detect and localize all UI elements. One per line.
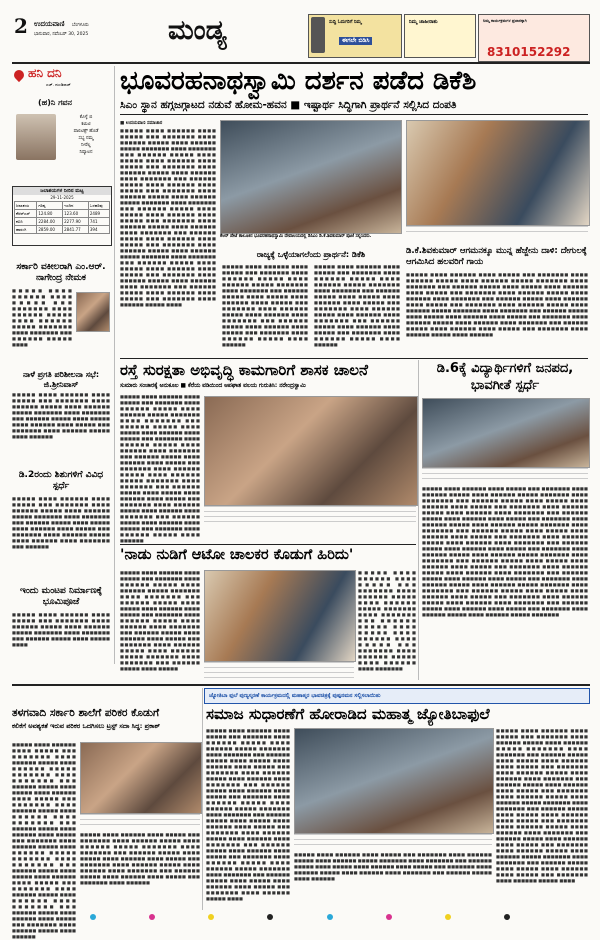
ad-banner-1[interactable] [308, 14, 402, 58]
auto-rule [120, 544, 416, 545]
table [14, 201, 110, 234]
magenta-dot-icon [149, 914, 155, 920]
black-dot-icon [267, 914, 273, 920]
table-cell: 741 [88, 218, 109, 226]
table-cell: ಕೆಆರ್‌ಎಸ್ [15, 210, 37, 218]
ad2-line1: ನಿಮ್ಮ ಜಾಹೀರಾತು [409, 19, 438, 25]
table-header: ಇಂದಿನ [63, 202, 89, 210]
table-date: 29-11-2025 [50, 195, 74, 200]
lead-body-col2: ■■■■■ ■■■■ ■■■■■■ ■■■■ ■■■■■ ■■■ ■■■■■■■ ■■■■ ■■■■■■ ■■■■■ ■■■■ ■■■■■■ ■■■■■ ■■■■■■■ ■■■■ ■■■■■■■ ■■■ ■■■■■■ ■■■■■ ■■■■ ■■■■■ ■■■■ ■■■■■■ ■■■■ ■■■■■ ■■■ ■■■■■■■ ■■■■ ■■■■■■ ■■■■■ ■■■■ ■■■■■■ ■■■■ ■■■■■■■ ■■■ ■■■■■■ ■■■■■ ■■■■ ■■■■■■ ■■■■ ■■■■■ ■■■ ■■■■■■■ ■■■■ ■■■■■■ ■■■■■ ■■■■ ■■■■■■ [222, 264, 308, 347]
table-header: ಜಲಾಶಯ [15, 202, 37, 210]
table-header: ಗರಿಷ್ಠ [37, 202, 63, 210]
auto-photo-caption [204, 662, 354, 678]
table-row [15, 210, 110, 218]
cyan-dot-icon [327, 914, 333, 920]
lead-right-photo [406, 120, 590, 226]
d6-photo [422, 398, 590, 468]
lead-byline: ■ ಉದಯವಾಣಿ ಸಮಾಚಾರ [120, 121, 163, 126]
road-photo [204, 396, 418, 506]
sidebar-story2-head: ನಾಳೆ ಪ್ರಗತಿ ಪರಿಶೀಲನಾ ಸಭೆ: ಜಿ.ಶ್ರೀನಿವಾಸ್ [22, 370, 100, 389]
table-header-row [15, 202, 110, 210]
bottom-rule [12, 684, 590, 686]
black-dot-icon [504, 914, 510, 920]
yellow-dot-icon [445, 914, 451, 920]
poem-line: ಕಮಿಟಿ [81, 122, 91, 127]
phule-body-col2: ■■■■■ ■■■■ ■■■■■■ ■■■■ ■■■■■ ■■■ ■■■■■■■ ■■■■ ■■■■■■ ■■■■■ ■■■■ ■■■■■■ ■■■■■ ■■■■■■■ ■■■■ ■■■■■■■ ■■■ ■■■■■■ ■■■■■ ■■■■ ■■■■■ ■■■■ ■■■■■■ ■■■■ ■■■■■ ■■■ ■■■■■■■ ■■■■ ■■■■■■ ■■■■■ ■■■■ ■■■■■■ ■■■■ ■■■■■■■ ■■■ ■■■■■■ ■■■■■ ■■■■ ■■■■■■ [294, 852, 492, 881]
sidebar-story4-head: ಇಂದು ಮಂಟಪ ನಿರ್ಮಾಣಕ್ಕೆ ಭೂಮಿಪೂಜೆ [19, 586, 103, 607]
bottom-divider [202, 688, 203, 910]
lead-photo [220, 120, 402, 234]
lead-headline: ಭೂವರಹನಾಥಸ್ವಾಮಿ ದರ್ಶನ ಪಡೆದ ಡಿಕೆಶಿ [120, 66, 477, 96]
school-body-col1: ■■■■■ ■■■■ ■■■■■■ ■■■■ ■■■■■ ■■■ ■■■■■■■ ■■■■ ■■■■■■ ■■■■■ ■■■■ ■■■■■■ ■■■■■ ■■■■■■■ ■■■■ ■■■■■■■ ■■■ ■■■■■■ ■■■■■ ■■■■ ■■■■■ ■■■■ ■■■■■■ ■■■■ ■■■■■ ■■■ ■■■■■■■ ■■■■ ■■■■■■ ■■■■■ ■■■■ ■■■■■■ ■■■■ ■■■■■■■ ■■■ ■■■■■■ ■■■■■ ■■■■ ■■■■■■ ■■■■ ■■■■■ ■■■ ■■■■■■■ ■■■■ ■■■■■■ ■■■■■ ■■■■ ■■■■■■ ■■■■■ ■■■■■■■ ■■■■ ■■■■■■■ ■■■ ■■■■■■ ■■■■■ ■■■■ ■■■■■ ■■■■ ■■■■■■ ■■■■ ■■■■■ ■■■ ■■■■■■■ ■■■■ ■■■■■■ ■■■■■ ■■■■ ■■■■■■ ■■■■ ■■■■■■■ ■■■ ■■■■■■ ■■■■■ ■■■■ ■■■■■■ ■■■■ ■■■■■ ■■■ ■■■■■■■ ■■■■ ■■■■■■ ■■■■■ ■■■■ ■■■■■■ [12, 742, 76, 939]
ad-banner-2[interactable] [404, 14, 476, 58]
road-divider [418, 360, 419, 680]
sidebar-logo [12, 66, 110, 88]
date-line: ಭಾನುವಾರ, ನವೆಂಬರ್ 30, 2025 [34, 32, 89, 37]
table-header: ಒಳಹರಿವು [88, 202, 109, 210]
sidebar-story1-head: ಸರ್ಕಾರಿ ವಕೀಲರಾಗಿ ಎಂ.ಆರ್. ನಾಗೇಂದ್ರ ನೇಮಕ [16, 262, 106, 283]
lead-right-body: ■■■■■ ■■■■ ■■■■■■ ■■■■ ■■■■■ ■■■ ■■■■■■■ ■■■■ ■■■■■■ ■■■■■ ■■■■ ■■■■■■ ■■■■■ ■■■■■■■ ■■■■ ■■■■■■■ ■■■ ■■■■■■ ■■■■■ ■■■■ ■■■■■ ■■■■ ■■■■■■ ■■■■ ■■■■■ ■■■ ■■■■■■■ ■■■■ ■■■■■■ ■■■■■ ■■■■ ■■■■■■ ■■■■ ■■■■■■■ ■■■ ■■■■■■ ■■■■■ ■■■■ ■■■■■■ ■■■■ ■■■■■ ■■■ ■■■■■■■ ■■■■ ■■■■■■ ■■■■■ ■■■■ ■■■■■■ ■■■■■ ■■■■■■■ ■■■■ ■■■■■■■ ■■■ ■■■■■■ ■■■■■ ■■■■ ■■■■■ ■■■■ ■■■■■■ ■■■■ ■■■■■ ■■■ ■■■■■■■ ■■■■ ■■■■■■ ■■■■■ ■■■■ ■■■■■■ ■■■■ ■■■■■■■ ■■■ ■■■■■■ ■■■■■ ■■■■ ■■■■■■ ■■■■ ■■■■■ ■■■ ■■■■■■■ ■■■■ ■■■■■■ ■■■■■ ■■■■ ■■■■■■ [406, 272, 588, 337]
auto-body-col2: ■■■■■ ■■■■ ■■■■■■ ■■■■ ■■■■■ ■■■ ■■■■■■■ ■■■■ ■■■■■■ ■■■■■ ■■■■ ■■■■■■ ■■■■■ ■■■■■■■ ■■■■ ■■■■■■■ ■■■ ■■■■■■ ■■■■■ ■■■■ ■■■■■ ■■■■ ■■■■■■ ■■■■ ■■■■■ ■■■ ■■■■■■■ ■■■■ ■■■■■■ ■■■■■ ■■■■ ■■■■■■ ■■■■ ■■■■■■■ [358, 570, 416, 671]
lead-bottom-rule [120, 358, 588, 359]
sidebar-story2-body: ■■■■■ ■■■■ ■■■■■■ ■■■■ ■■■■■ ■■■ ■■■■■■■ ■■■■ ■■■■■■ ■■■■■ ■■■■ ■■■■■■ ■■■■■ ■■■■■■■ ■■■■ ■■■■■■■ ■■■ ■■■■■■ ■■■■■ ■■■■ ■■■■■ ■■■■ ■■■■■■ ■■■■ ■■■■■ ■■■ ■■■■■■■ ■■■■ ■■■■■■ ■■■■■ ■■■■ ■■■■■■ [12, 392, 110, 439]
d6-headline: ಡಿ.6ಕ್ಕೆ ವಿದ್ಯಾರ್ಥಿಗಳಿಗೆ ಜನಪದ, ಭಾವಗೀತೆ ಸ್ಪರ್ಧೆ [436, 361, 574, 393]
table-cell: 2489 [88, 210, 109, 218]
person-photo [76, 292, 110, 332]
d6-body: ■■■■■ ■■■■ ■■■■■■ ■■■■ ■■■■■ ■■■ ■■■■■■■ ■■■■ ■■■■■■ ■■■■■ ■■■■ ■■■■■■ ■■■■■ ■■■■■■■ ■■■■ ■■■■■■■ ■■■ ■■■■■■ ■■■■■ ■■■■ ■■■■■ ■■■■ ■■■■■■ ■■■■ ■■■■■ ■■■ ■■■■■■■ ■■■■ ■■■■■■ ■■■■■ ■■■■ ■■■■■■ ■■■■ ■■■■■■■ ■■■ ■■■■■■ ■■■■■ ■■■■ ■■■■■■ ■■■■ ■■■■■ ■■■ ■■■■■■■ ■■■■ ■■■■■■ ■■■■■ ■■■■ ■■■■■■ ■■■■■ ■■■■■■■ ■■■■ ■■■■■■■ ■■■ ■■■■■■ ■■■■■ ■■■■ ■■■■■ ■■■■ ■■■■■■ ■■■■ ■■■■■ ■■■ ■■■■■■■ ■■■■ ■■■■■■ ■■■■■ ■■■■ ■■■■■■ ■■■■ ■■■■■■■ ■■■ ■■■■■■ ■■■■■ ■■■■ ■■■■■■ ■■■■ ■■■■■ ■■■ ■■■■■■■ ■■■■ ■■■■■■ ■■■■■ ■■■■ ■■■■■■ ■■■■■ ■■■■■■■ ■■■■ ■■■■■■■ ■■■ ■■■■■■ ■■■■■ ■■■■ ■■■■■ ■■■■ ■■■■■■ ■■■■ ■■■■■ ■■■ ■■■■■■■ ■■■■ ■■■■■■ ■■■■■ ■■■■ ■■■■■■ ■■■■ ■■■■■■■ ■■■ ■■■■■■ ■■■■■ ■■■■ ■■■■■■ ■■■■ ■■■■■ ■■■ ■■■■■■■ ■■■■ ■■■■■■ ■■■■■ ■■■■ ■■■■■■ ■■■■■ ■■■■■■■ ■■■■ ■■■■■■■ ■■■ ■■■■■■ ■■■■■ ■■■■ ■■■■■ ■■■■ ■■■■■■ ■■■■ ■■■■■ ■■■ ■■■■■■■ ■■■■ ■■■■■■ ■■■■■ ■■■■ ■■■■■■ ■■■■ ■■■■■■■ ■■■ ■■■■■■ ■■■■■ ■■■■ ■■■■■■ ■■■■ ■■■■■ ■■■ ■■■■■■■ ■■■■ ■■■■■■ ■■■■■ ■■■■ ■■■■■■ ■■■■■ ■■■■■■■ [422, 486, 588, 617]
masthead-rule [12, 62, 590, 64]
table-cell: 2841.77 [63, 226, 89, 234]
road-body-col1: ■■■■■ ■■■■ ■■■■■■ ■■■■ ■■■■■ ■■■ ■■■■■■■ ■■■■ ■■■■■■ ■■■■■ ■■■■ ■■■■■■ ■■■■■ ■■■■■■■ ■■■■ ■■■■■■■ ■■■ ■■■■■■ ■■■■■ ■■■■ ■■■■■ ■■■■ ■■■■■■ ■■■■ ■■■■■ ■■■ ■■■■■■■ ■■■■ ■■■■■■ ■■■■■ ■■■■ ■■■■■■ ■■■■ ■■■■■■■ ■■■ ■■■■■■ ■■■■■ ■■■■ ■■■■■■ ■■■■ ■■■■■ ■■■ ■■■■■■■ ■■■■ ■■■■■■ ■■■■■ ■■■■ ■■■■■■ ■■■■■ ■■■■■■■ ■■■■ ■■■■■■■ ■■■ ■■■■■■ ■■■■■ ■■■■ ■■■■■ ■■■■ ■■■■■■ ■■■■ ■■■■■ ■■■ ■■■■■■■ ■■■■ ■■■■■■ ■■■■■ ■■■■ ■■■■■■ ■■■■ ■■■■■■■ ■■■ ■■■■■■ ■■■■■ ■■■■ ■■■■■■ ■■■■ ■■■■■ ■■■ ■■■■■■■ ■■■■ ■■■■■■ ■■■■■ ■■■■ ■■■■■■ [120, 394, 200, 543]
phule-body-col1: ■■■■■ ■■■■ ■■■■■■ ■■■■ ■■■■■ ■■■ ■■■■■■■ ■■■■ ■■■■■■ ■■■■■ ■■■■ ■■■■■■ ■■■■■ ■■■■■■■ ■■■■ ■■■■■■■ ■■■ ■■■■■■ ■■■■■ ■■■■ ■■■■■ ■■■■ ■■■■■■ ■■■■ ■■■■■ ■■■ ■■■■■■■ ■■■■ ■■■■■■ ■■■■■ ■■■■ ■■■■■■ ■■■■ ■■■■■■■ ■■■ ■■■■■■ ■■■■■ ■■■■ ■■■■■■ ■■■■ ■■■■■ ■■■ ■■■■■■■ ■■■■ ■■■■■■ ■■■■■ ■■■■ ■■■■■■ ■■■■■ ■■■■■■■ ■■■■ ■■■■■■■ ■■■ ■■■■■■ ■■■■■ ■■■■ ■■■■■ ■■■■ ■■■■■■ ■■■■ ■■■■■ ■■■ ■■■■■■■ ■■■■ ■■■■■■ ■■■■■ ■■■■ ■■■■■■ ■■■■ ■■■■■■■ ■■■ ■■■■■■ ■■■■■ ■■■■ ■■■■■■ ■■■■ ■■■■■ ■■■ ■■■■■■■ ■■■■ ■■■■■■ ■■■■■ ■■■■ ■■■■■■ ■■■■■ ■■■■■■■ ■■■■ ■■■■■■■ ■■■ ■■■■■■ ■■■■■ ■■■■ ■■■■■ ■■■■ ■■■■■■ ■■■■ ■■■■■ ■■■ ■■■■■■■ ■■■■ ■■■■■■ ■■■■■ ■■■■ [206, 728, 290, 901]
poem-title: (ಹ)ನಿ ಗವನ [38, 98, 73, 107]
school-subhead: ಕಲಿಕೆಗೆ ಅವಶ್ಯಕತೆ ಇರುವ ಪರಿಕರ ಒದಗಿಸಲು ಟ್ರಸ್ಟ್ ಸದಾ ಸಿದ್ಧ: ಪ್ರಕಾಶ್ [12, 722, 161, 730]
table-cell: 124.80 [37, 210, 63, 218]
table-cell: ಹಾರಂಗಿ [15, 226, 37, 234]
page-number: 2 [14, 14, 28, 38]
lead-right-headline: ಡಿ.ಕೆ.ಶಿವಕುಮಾರ್ ಆಗಮನಕ್ಕೂ ಮುನ್ನ ಹೆಜ್ಜೇನು ದಾಳಿ: ದೇಗುಲಕ್ಕೆ ಆಗಮಿಸಿದ ಹಲವರಿಗೆ ಗಾಯ [406, 246, 587, 267]
ad1-line2: ಈಗಲೇ ಬಿಡಿಸಿ [339, 37, 372, 45]
table-cell: 2284.00 [37, 218, 63, 226]
drop-icon [12, 68, 26, 82]
reservoir-table [12, 186, 112, 246]
table-row [15, 226, 110, 234]
ad-banner-3[interactable] [478, 14, 590, 62]
sidebar-story4-body: ■■■■■ ■■■■ ■■■■■■ ■■■■ ■■■■■ ■■■ ■■■■■■■ ■■■■ ■■■■■■ ■■■■■ ■■■■ ■■■■■■ ■■■■■ ■■■■■■■ ■■■■ ■■■■■■■ ■■■ ■■■■■■ ■■■■■ ■■■■ ■■■■■ ■■■■ [12, 612, 110, 647]
sidebar-story1-body: ■■■■■ ■■■■ ■■■■■■ ■■■■ ■■■■■ ■■■ ■■■■■■■ ■■■■ ■■■■■■ ■■■■■ ■■■■ ■■■■■■ ■■■■■ ■■■■■■■ ■■■■ ■■■■■■■ ■■■ ■■■■■■ ■■■■■ ■■■■ [12, 288, 72, 347]
sidebar-divider [114, 66, 115, 664]
table-cell: 394 [88, 226, 109, 234]
poem-line: ಕೊಳ್ಳೆ ಬಿ [79, 115, 93, 120]
school-headline: ತಳಗವಾದಿ ಸರ್ಕಾರಿ ಶಾಲೆಗೆ ಪರಿಕರ ಕೊಡುಗೆ [12, 707, 160, 719]
sidebar-story3-head: ಡಿ.2ರಂದು ಶಿಶುಗಳಿಗೆ ವಿವಿಧ ಸ್ಪರ್ಧೆ [18, 470, 104, 491]
cyan-dot-icon [90, 914, 96, 920]
lead-body-col1: ■■■■■ ■■■■ ■■■■■■ ■■■■ ■■■■■ ■■■ ■■■■■■■ ■■■■ ■■■■■■ ■■■■■ ■■■■ ■■■■■■ ■■■■■ ■■■■■■■ ■■■■ ■■■■■■■ ■■■ ■■■■■■ ■■■■■ ■■■■ ■■■■■ ■■■■ ■■■■■■ ■■■■ ■■■■■ ■■■ ■■■■■■■ ■■■■ ■■■■■■ ■■■■■ ■■■■ ■■■■■■ ■■■■ ■■■■■■■ ■■■ ■■■■■■ ■■■■■ ■■■■ ■■■■■■ ■■■■ ■■■■■ ■■■ ■■■■■■■ ■■■■ ■■■■■■ ■■■■■ ■■■■ ■■■■■■ ■■■■■ ■■■■■■■ ■■■■ ■■■■■■■ ■■■ ■■■■■■ ■■■■■ ■■■■ ■■■■■ ■■■■ ■■■■■■ ■■■■ ■■■■■ ■■■ ■■■■■■■ ■■■■ ■■■■■■ ■■■■■ ■■■■ ■■■■■■ ■■■■ ■■■■■■■ ■■■ ■■■■■■ ■■■■■ ■■■■ ■■■■■■ ■■■■ ■■■■■ ■■■ ■■■■■■■ ■■■■ ■■■■■■ ■■■■■ ■■■■ ■■■■■■ ■■■■■ ■■■■■■■ ■■■■ ■■■■■■■ ■■■ ■■■■■■ ■■■■■ ■■■■ ■■■■■ ■■■■ ■■■■■■ ■■■■ ■■■■■ ■■■ ■■■■■■■ ■■■■ ■■■■■■ ■■■■■ ■■■■ ■■■■■■ ■■■■ ■■■■■■■ ■■■ ■■■■■■ ■■■■■ ■■■■ ■■■■■■ ■■■■ ■■■■■ ■■■ ■■■■■■■ ■■■■ ■■■■■■ ■■■■■ ■■■■ [120, 128, 216, 307]
poem-line: ಸಭ್ಯ ನಮ್ಮ [78, 136, 94, 141]
poem-line: ನೀರೆಲ್ಲ [81, 143, 91, 148]
paper-name: ಉದಯವಾಣಿ [34, 20, 65, 28]
magenta-dot-icon [386, 914, 392, 920]
phule-photo [294, 728, 494, 834]
edition-label: ಬೆಂಗಳೂರು [72, 23, 89, 28]
auto-body-col1: ■■■■■ ■■■■ ■■■■■■ ■■■■ ■■■■■ ■■■ ■■■■■■■ ■■■■ ■■■■■■ ■■■■■ ■■■■ ■■■■■■ ■■■■■ ■■■■■■■ ■■■■ ■■■■■■■ ■■■ ■■■■■■ ■■■■■ ■■■■ ■■■■■ ■■■■ ■■■■■■ ■■■■ ■■■■■ ■■■ ■■■■■■■ ■■■■ ■■■■■■ ■■■■■ ■■■■ ■■■■■■ ■■■■ ■■■■■■■ ■■■ ■■■■■■ ■■■■■ ■■■■ ■■■■■■ ■■■■ ■■■■■ ■■■ ■■■■■■■ ■■■■ ■■■■■■ ■■■■■ ■■■■ ■■■■■■ ■■■■■ ■■■■■■■ ■■■■ ■■■■■■■ ■■■ ■■■■■■ ■■■■■ ■■■■ ■■■■■ [120, 570, 200, 671]
banner-text: ಜ್ಯೋತಿಬಾ ಫುಲೆ ಪುಣ್ಯಸ್ಮರಣೆ ಕಾರ್ಯಕ್ರಮದಲ್ಲಿ ಮಹಾತ್ಮರ ಭಾವಚಿತ್ರಕ್ಕೆ ಪುಷ್ಪನಮನ ಸಲ್ಲಿಸಲಾಯಿತು [209, 693, 381, 699]
ad3-phone: 8310152292 [487, 45, 571, 59]
poem-body [62, 114, 110, 156]
poet-photo [16, 114, 56, 160]
d6-photo-caption [422, 468, 588, 482]
logo-subtext: ಎಚ್. ದುಂಡಿರಾಜ್ [46, 82, 71, 87]
phone-icon [311, 17, 325, 53]
poem-line: ಪಾಲಿಟಿಕ್ಸ್ ಹೊಡೆ [73, 129, 99, 134]
lead-right-caption [406, 226, 588, 236]
table-cell: 2277.90 [63, 218, 89, 226]
phule-photo-caption [294, 834, 492, 848]
table-row [15, 218, 110, 226]
poem-line: ನಿಷ್ಕಾಲನ [79, 150, 93, 155]
registration-marks [90, 914, 510, 922]
school-photo-caption [80, 814, 200, 828]
yellow-dot-icon [208, 914, 214, 920]
sidebar [12, 66, 110, 666]
lead-subhead: ಸಿಎಂ ಸ್ಥಾನ ಹಗ್ಗಜಗ್ಗಾಟದ ನಡುವೆ ಹೋಮ-ಹವನ ■ ಇಷ್ಟಾರ್ಥ ಸಿದ್ಧಿಗಾಗಿ ಪ್ರಾರ್ಥನೆ ಸಲ್ಲಿಸಿದ ದಂಪತಿ [120, 99, 457, 111]
table-cell: 123.60 [63, 210, 89, 218]
table-title: ಜಲಾಶಯಗಳ ನೀರಿನ ಮಟ್ಟ [13, 187, 111, 195]
ad3-line1: ನಿಮ್ಮ ಕಾರ್ಯಕ್ರಮಗಳ ಪ್ರಚಾರಕ್ಕಾಗಿ [483, 18, 527, 23]
road-photo-caption [204, 506, 416, 522]
sidebar-story3-body: ■■■■■ ■■■■ ■■■■■■ ■■■■ ■■■■■ ■■■ ■■■■■■■ ■■■■ ■■■■■■ ■■■■■ ■■■■ ■■■■■■ ■■■■■ ■■■■■■■ ■■■■ ■■■■■■■ ■■■ ■■■■■■ ■■■■■ ■■■■ ■■■■■ ■■■■ ■■■■■■ ■■■■ ■■■■■ ■■■ ■■■■■■■ ■■■■ ■■■■■■ ■■■■■ ■■■■ ■■■■■■ ■■■■ ■■■■■■■ ■■■ ■■■■■■ [12, 496, 110, 549]
road-headline: ರಸ್ತೆ ಸುರಕ್ಷತಾ ಅಭಿವೃದ್ಧಿ ಕಾಮಗಾರಿಗೆ ಶಾಸಕ ಚಾಲನೆ [120, 361, 368, 379]
phule-headline: ಸಮಾಜ ಸುಧಾರಣೆಗೆ ಹೋರಾಡಿದ ಮಹಾತ್ಮ ಜ್ಯೋತಿಬಾಫುಲೆ [206, 705, 490, 723]
phule-body-col3: ■■■■■ ■■■■ ■■■■■■ ■■■■ ■■■■■ ■■■ ■■■■■■■ ■■■■ ■■■■■■ ■■■■■ ■■■■ ■■■■■■ ■■■■■ ■■■■■■■ ■■■■ ■■■■■■■ ■■■ ■■■■■■ ■■■■■ ■■■■ ■■■■■ ■■■■ ■■■■■■ ■■■■ ■■■■■ ■■■ ■■■■■■■ ■■■■ ■■■■■■ ■■■■■ ■■■■ ■■■■■■ ■■■■ ■■■■■■■ ■■■ ■■■■■■ ■■■■■ ■■■■ ■■■■■■ ■■■■ ■■■■■ ■■■ ■■■■■■■ ■■■■ ■■■■■■ ■■■■■ ■■■■ ■■■■■■ ■■■■■ ■■■■■■■ ■■■■ ■■■■■■■ ■■■ ■■■■■■ ■■■■■ ■■■■ ■■■■■ ■■■■ ■■■■■■ ■■■■ ■■■■■ ■■■ ■■■■■■■ ■■■■ ■■■■■■ ■■■■■ ■■■■ ■■■■■■ ■■■■ ■■■■■■■ ■■■ ■■■■■■ ■■■■■ ■■■■ ■■■■■■ ■■■■ ■■■■■ ■■■ ■■■■■■■ ■■■■ ■■■■■■ ■■■■■ ■■■■ ■■■■■■ ■■■■■ ■■■■■■■ ■■■■ ■■■■■■■ ■■■ ■■■■■■ ■■■■■ ■■■■ ■■■■■ ■■■■ ■■■■■■ ■■■■ ■■■■■ ■■■ ■■■■■■■ ■■■■ ■■■■■■ ■■■■■ ■■■■ [496, 728, 588, 883]
school-photo [80, 742, 202, 814]
auto-headline: 'ನಾಡು ನುಡಿಗೆ ಆಟೋ ಚಾಲಕರ ಕೊಡುಗೆ ಹಿರಿದು' [120, 547, 354, 563]
table-cell: 2859.00 [37, 226, 63, 234]
lead-rule [120, 114, 588, 115]
school-body-col2: ■■■■■ ■■■■ ■■■■■■ ■■■■ ■■■■■ ■■■ ■■■■■■■ ■■■■ ■■■■■■ ■■■■■ ■■■■ ■■■■■■ ■■■■■ ■■■■■■■ ■■■■ ■■■■■■■ ■■■ ■■■■■■ ■■■■■ ■■■■ ■■■■■ ■■■■ ■■■■■■ ■■■■ ■■■■■ ■■■ ■■■■■■■ ■■■■ ■■■■■■ ■■■■■ ■■■■ ■■■■■■ ■■■■ ■■■■■■■ ■■■ ■■■■■■ ■■■■■ ■■■■ ■■■■■■ ■■■■ ■■■■■ ■■■ ■■■■■■■ ■■■■ ■■■■■■ [80, 832, 200, 885]
lead-body-col3: ■■■■■ ■■■■ ■■■■■■ ■■■■ ■■■■■ ■■■ ■■■■■■■ ■■■■ ■■■■■■ ■■■■■ ■■■■ ■■■■■■ ■■■■■ ■■■■■■■ ■■■■ ■■■■■■■ ■■■ ■■■■■■ ■■■■■ ■■■■ ■■■■■ ■■■■ ■■■■■■ ■■■■ ■■■■■ ■■■ ■■■■■■■ ■■■■ ■■■■■■ ■■■■■ ■■■■ ■■■■■■ ■■■■ ■■■■■■■ ■■■ ■■■■■■ ■■■■■ ■■■■ ■■■■■■ ■■■■ ■■■■■ ■■■ ■■■■■■■ ■■■■ ■■■■■■ ■■■■■ ■■■■ ■■■■■■ [314, 264, 400, 347]
road-subhead: ಸುಮಾರು ಸಂಚಾರಕ್ಕೆ ಅನುಕೂಲ ■ ಕೆರೆಯ ವಡಿಯಿಂದ ಅಪಘಾತ ವಲಯ ಗುರುತಿಸಿ: ನರೇಂದ್ರಸ್ವಾಮಿ [120, 383, 306, 389]
auto-photo [204, 570, 356, 662]
lead-photo-caption: ಕೆಆರ್ ಪೇಟೆ ತಾಲೂಕಿನ ಭೂವರಹನಾಥಸ್ವಾಮಿ ದೇವಾಲಯದಲ್ಲಿ ಡಿಸಿಎಂ ಡಿ.ಕೆ.ಶಿವಕುಮಾರ್ ಪೂಜೆ ಸಲ್ಲಿಸಿದರು. [220, 234, 372, 239]
logo-text: ಹನಿ ದನಿ [28, 66, 62, 80]
section-title: ಮಂಡ್ಯ [168, 15, 227, 46]
table-cell: ಕಬಿನಿ [15, 218, 37, 226]
banner-strip [204, 688, 590, 704]
lead-inset-headline: ರಾಜ್ಯಕ್ಕೆ ಒಳ್ಳೆಯಾಗಲೆಂದು ಪ್ರಾರ್ಥನೆ: ಡಿಕೆಶಿ [256, 250, 366, 259]
ad1-line1: ಸುದ್ದಿ ಓದುಗರಿಗೆ ನಿಮ್ಮ [329, 20, 362, 25]
